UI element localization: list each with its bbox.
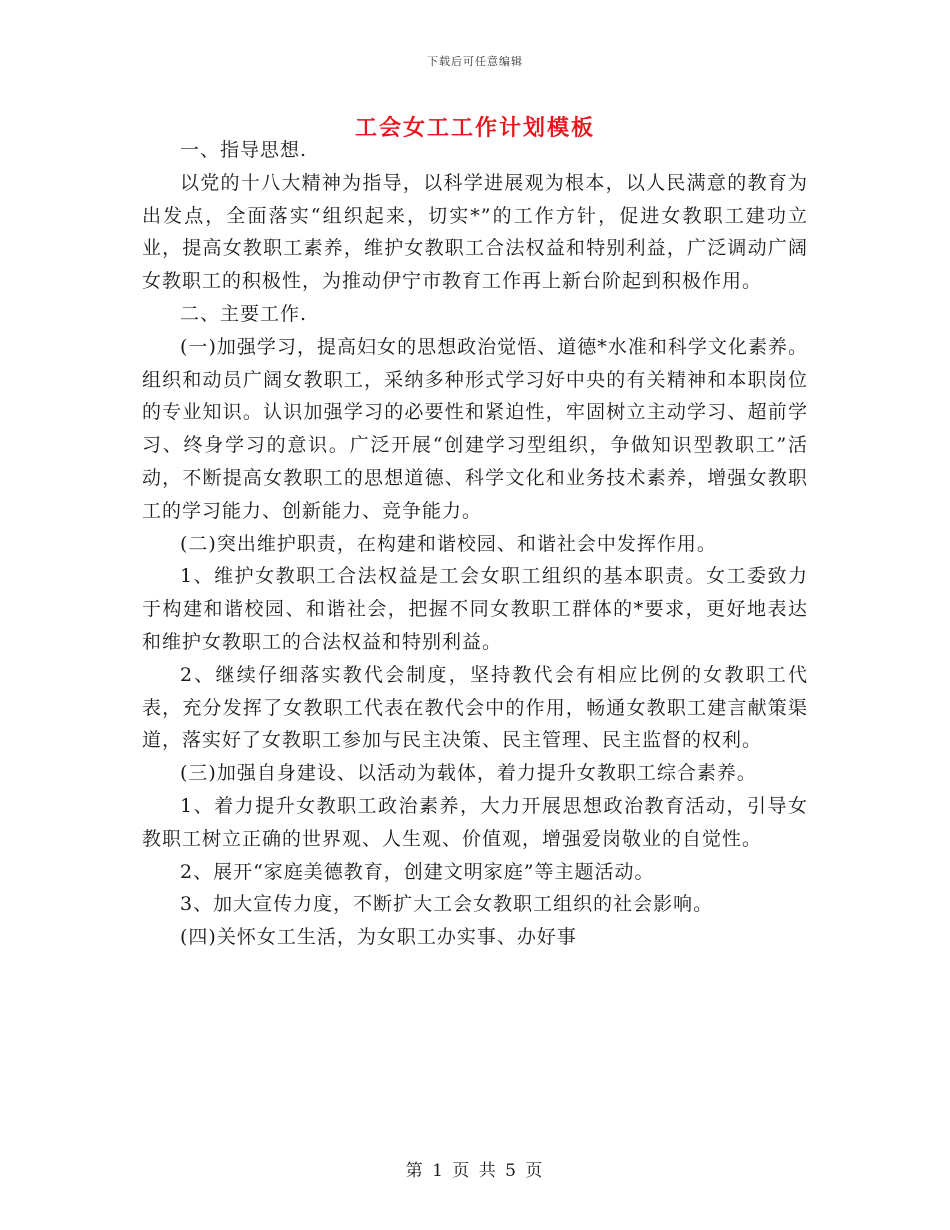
paragraph: (二)突出维护职责，在构建和谐校园、和谐社会中发挥作用。: [180, 532, 717, 555]
paragraph: 1、维护女教职工合法权益是工会女职工组织的基本职责。女工委致力于构建和谐校园、和谐社会，把握不同女教职工群体的*要求，更好地表达和维护女教职工的合法权益和特别利益。: [142, 565, 808, 653]
document-title: 工会女工工作计划模板: [354, 115, 595, 141]
paragraph: (四)关怀女工生活，为女职工办实事、办好事: [180, 926, 577, 949]
paragraph: 2、继续仔细落实教代会制度，坚持教代会有相应比例的女教职工代表，充分发挥了女教职工代表在教代会中的作用，畅通女教职工建言献策渠道，落实好了女教职工参加与民主决策、民主管理、民主监督的权利。: [142, 663, 808, 752]
paragraph: 1、着力提升女教职工政治素养，大力开展思想政治教育活动，引导女教职工树立正确的世界观、人生观、价值观，增强爱岗敬业的自觉性。: [142, 794, 808, 850]
paragraph: 2、展开“家庭美德教育，创建文明家庭”等主题活动。: [180, 860, 655, 883]
paragraph: (三)加强自身建设、以活动为载体，着力提升女教职工综合素养。: [180, 762, 757, 785]
document-body: [142, 134, 808, 954]
section-heading-guiding-ideology: 一、指导思想.: [180, 139, 308, 161]
paragraph: 3、加大宣传力度，不断扩大工会女教职工组织的社会影响。: [180, 893, 714, 916]
paragraph: (一)加强学习，提高妇女的思想政治觉悟、道德*水准和科学文化素养。组织和动员广阔女教职工，采纳多种形式学习好中央的有关精神和本职岗位的专业知识。认识加强学习的必要性和紧迫性，牢固树立主动学习、超前学习、终身学习的意识。广泛开展“创建学习型组织，争做知识型教职工”活动，不断提高女教职工的思想道德、科学文化和业务技术素养，增强女教职工的学习能力、创新能力、竞争能力。: [142, 335, 808, 522]
paragraph: 以党的十八大精神为指导，以科学进展观为根本，以人民满意的教育为出发点，全面落实“组织起来，切实*”的工作方针，促进女教职工建功立业，提高女教职工素养，维护女教职工合法权益和特别利益，广泛调动广阔女教职工的积极性，为推动伊宁市教育工作再上新台阶起到积极作用。: [142, 171, 808, 293]
page-footer: 第 1 页 共 5 页: [405, 1161, 545, 1181]
section-heading-main-work: 二、主要工作.: [180, 302, 308, 325]
header-note: 下载后可任意编辑: [427, 55, 523, 68]
